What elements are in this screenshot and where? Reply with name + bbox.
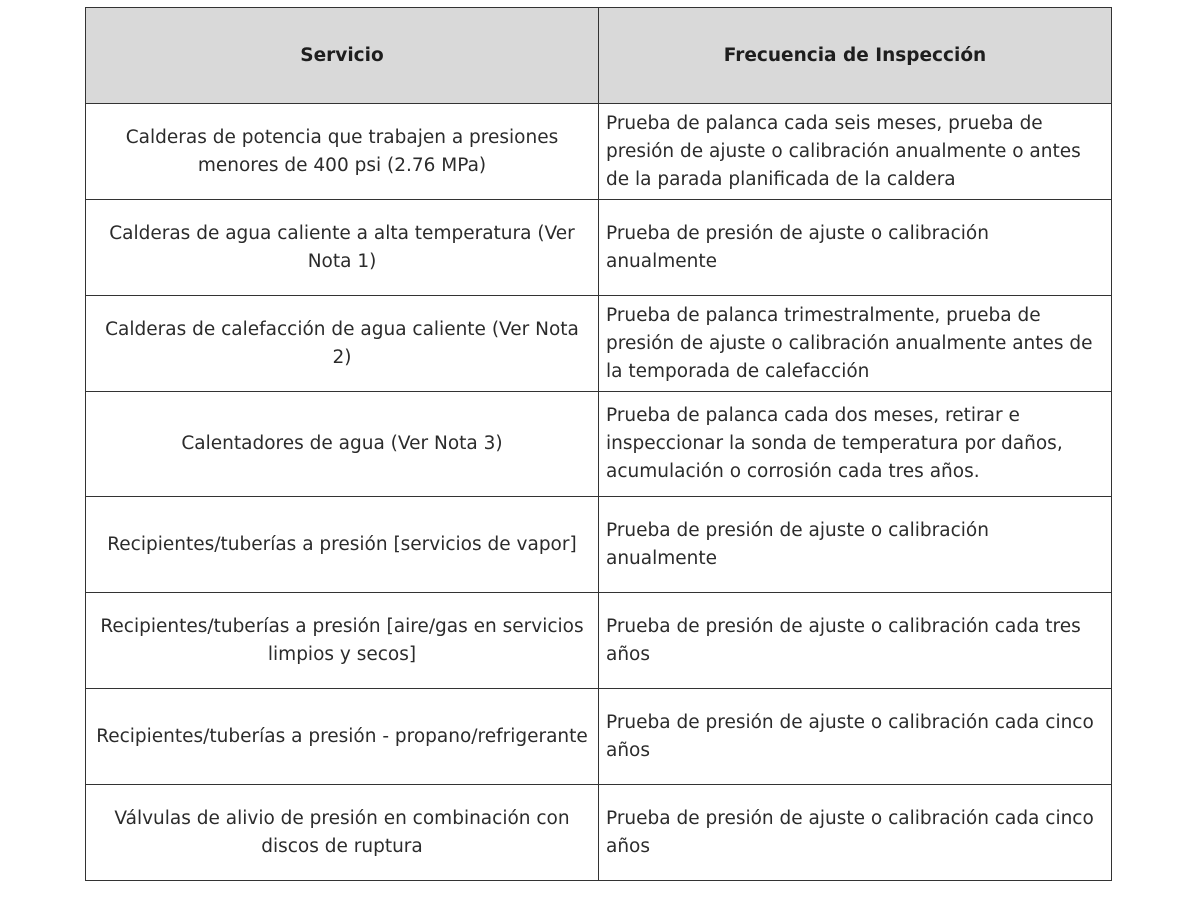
table-row bbox=[86, 296, 1112, 392]
header-frequency: Frecuencia de Inspección bbox=[599, 8, 1112, 104]
frequency-cell: Prueba de presión de ajuste o calibración cada cinco años bbox=[599, 785, 1112, 881]
frequency-cell: Prueba de palanca cada dos meses, retirar e inspeccionar la sonda de temperatura por daños, acumulación o corrosión cada tres años. bbox=[599, 392, 1112, 497]
table-row bbox=[86, 689, 1112, 785]
frequency-cell: Prueba de presión de ajuste o calibración cada tres años bbox=[599, 593, 1112, 689]
service-cell: Recipientes/tuberías a presión [servicios de vapor] bbox=[86, 497, 599, 593]
service-cell: Válvulas de alivio de presión en combinación con discos de ruptura bbox=[86, 785, 599, 881]
frequency-cell: Prueba de palanca trimestralmente, prueba de presión de ajuste o calibración anualmente antes de la temporada de calefacción bbox=[599, 296, 1112, 392]
service-cell: Calderas de calefacción de agua caliente (Ver Nota 2) bbox=[86, 296, 599, 392]
frequency-cell: Prueba de palanca cada seis meses, prueba de presión de ajuste o calibración anualmente o antes de la parada planificada de la caldera bbox=[599, 104, 1112, 200]
inspection-table-container bbox=[85, 7, 1112, 881]
frequency-cell: Prueba de presión de ajuste o calibración anualmente bbox=[599, 497, 1112, 593]
frequency-cell: Prueba de presión de ajuste o calibración anualmente bbox=[599, 200, 1112, 296]
table-header-row bbox=[86, 8, 1112, 104]
table-row bbox=[86, 593, 1112, 689]
header-service: Servicio bbox=[86, 8, 599, 104]
service-cell: Calderas de agua caliente a alta temperatura (Ver Nota 1) bbox=[86, 200, 599, 296]
table-row bbox=[86, 200, 1112, 296]
table-row bbox=[86, 785, 1112, 881]
frequency-cell: Prueba de presión de ajuste o calibración cada cinco años bbox=[599, 689, 1112, 785]
table-row bbox=[86, 104, 1112, 200]
inspection-frequency-table bbox=[85, 7, 1112, 881]
service-cell: Calderas de potencia que trabajen a presiones menores de 400 psi (2.76 MPa) bbox=[86, 104, 599, 200]
service-cell: Recipientes/tuberías a presión - propano/refrigerante bbox=[86, 689, 599, 785]
service-cell: Calentadores de agua (Ver Nota 3) bbox=[86, 392, 599, 497]
table-row bbox=[86, 497, 1112, 593]
table-row bbox=[86, 392, 1112, 497]
service-cell: Recipientes/tuberías a presión [aire/gas en servicios limpios y secos] bbox=[86, 593, 599, 689]
